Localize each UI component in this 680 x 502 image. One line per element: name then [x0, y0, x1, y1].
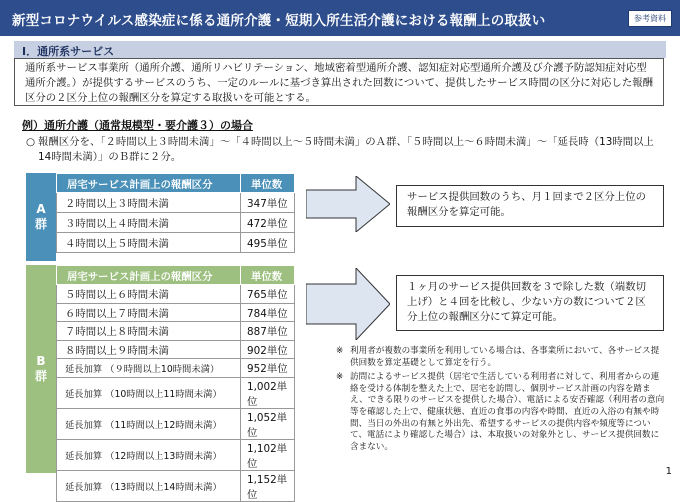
example-bullet	[26, 135, 656, 165]
reference-badge: 参考資料	[628, 10, 672, 27]
group-b-result-box	[396, 275, 664, 331]
section-header	[14, 41, 666, 58]
column-header-units: 単位数	[241, 174, 295, 193]
table-row	[57, 303, 295, 322]
group-b-label	[26, 265, 56, 473]
header-bar	[0, 0, 680, 36]
category-cell: ７時間以上８時間未満	[57, 322, 241, 341]
category-cell: ６時間以上７時間未満	[57, 303, 241, 322]
table-row	[57, 408, 295, 439]
units-cell: 902単位	[241, 340, 295, 359]
category-cell: 延長加算 （12時間以上13時間未満）	[57, 439, 241, 470]
group-b-suffix: 群	[34, 369, 47, 383]
units-cell: 1,002単位	[241, 377, 295, 408]
category-cell: ８時間以上９時間未満	[57, 340, 241, 359]
table-row	[57, 340, 295, 359]
section-label: Ⅰ．通所系サービス	[22, 45, 115, 58]
group-b-table	[56, 265, 295, 502]
category-cell: ５時間以上６時間未満	[57, 285, 241, 304]
note-text: 訪問によるサービス提供（居宅で生活している利用者に対して、利用者からの連絡を受ける体制を整えた上で、居宅を訪問し、個別サービス計画の内容を踏まえ、できる限りのサービスを提供した場合）、電話による安否確認（利用者の意向等を確認した上で、健康状態、直近の食事の内容や時間、直近の入浴の有無や時間、当日の外出の有無と外出先、希望するサービスの提供内容や頻度等について、電話により確認した場合）は、本取扱いの対象外とし、サービス提供回数に含まない。	[350, 372, 665, 452]
units-cell: 347単位	[241, 193, 295, 213]
group-a-label	[26, 173, 56, 261]
table-row	[57, 213, 295, 233]
category-cell: ３時間以上４時間未満	[57, 213, 241, 233]
group-a-table	[56, 173, 295, 253]
group-b-letter: B	[36, 354, 46, 368]
note-item	[336, 346, 666, 369]
table-row	[57, 322, 295, 341]
group-a-letter: A	[36, 202, 46, 216]
intro-box	[14, 58, 664, 106]
category-cell: ４時間以上５時間未満	[57, 233, 241, 253]
table-header-row	[57, 174, 295, 193]
table-row	[57, 233, 295, 253]
column-header-category: 居宅サービス計画上の報酬区分	[57, 174, 241, 193]
group-a-result-text: サービス提供回数のうち、月１回まで２区分上位の報酬区分を算定可能。	[407, 191, 646, 218]
note-mark: ※	[336, 372, 344, 383]
bullet-text: 報酬区分を、「２時間以上３時間未満」～「４時間以上～５時間未満」のＡ群、「５時間以上～６時間未満」～「延長時（13時間以上14時間未満）」のＢ群に２分。	[38, 136, 654, 163]
note-item	[336, 372, 666, 453]
page-number: 1	[665, 466, 672, 477]
units-cell: 765単位	[241, 285, 295, 304]
units-cell: 1,102単位	[241, 439, 295, 470]
note-text: 利用者が複数の事業所を利用している場合は、各事業所において、各サービス提供回数を算定基礎として算定を行う。	[350, 346, 660, 368]
table-row	[57, 470, 295, 501]
intro-text: 通所系サービス事業所（通所介護、通所リハビリテーション、地域密着型通所介護、認知症対応型通所介護及び介護予防認知症対応型通所介護。）が提供するサービスのうち、一定のルールに基づき算出された回数について、提供したサービス時間の区分に対応した報酬区分の２区分上位の報酬区分を算定する取扱いを可能とする。	[25, 62, 653, 104]
note-mark: ※	[336, 346, 344, 356]
category-cell: 延長加算 （９時間以上10時間未満）	[57, 359, 241, 378]
category-cell: 延長加算 （11時間以上12時間未満）	[57, 408, 241, 439]
page-title: 新型コロナウイルス感染症に係る通所介護・短期入所生活介護における報酬上の取扱い	[12, 13, 546, 29]
units-cell: 1,052単位	[241, 408, 295, 439]
units-cell: 472単位	[241, 213, 295, 233]
group-a-suffix: 群	[34, 217, 47, 231]
category-cell: ２時間以上３時間未満	[57, 193, 241, 213]
units-cell: 784単位	[241, 303, 295, 322]
arrow-right-icon	[306, 268, 390, 340]
table-header-row	[57, 266, 295, 285]
table-row	[57, 359, 295, 378]
example-title: 例）通所介護（通常規模型・要介護３）の場合	[22, 119, 253, 132]
units-cell: 952単位	[241, 359, 295, 378]
table-row	[57, 377, 295, 408]
group-b-result-text: １ヶ月のサービス提供回数を３で除した数（端数切上げ）と４回を比較し、少ない方の数について２区分上位の報酬区分にて算定可能。	[407, 281, 646, 323]
units-cell: 495単位	[241, 233, 295, 253]
bullet-mark: ○	[26, 136, 36, 148]
table-row	[57, 193, 295, 213]
notes	[336, 346, 666, 456]
arrow-right-icon	[306, 176, 390, 232]
table-row	[57, 439, 295, 470]
category-cell: 延長加算 （10時間以上11時間未満）	[57, 377, 241, 408]
column-header-category: 居宅サービス計画上の報酬区分	[57, 266, 241, 285]
table-row	[57, 285, 295, 304]
column-header-units: 単位数	[241, 266, 295, 285]
units-cell: 887単位	[241, 322, 295, 341]
group-a-result-box	[396, 185, 664, 227]
category-cell: 延長加算 （13時間以上14時間未満）	[57, 470, 241, 501]
units-cell: 1,152単位	[241, 470, 295, 501]
